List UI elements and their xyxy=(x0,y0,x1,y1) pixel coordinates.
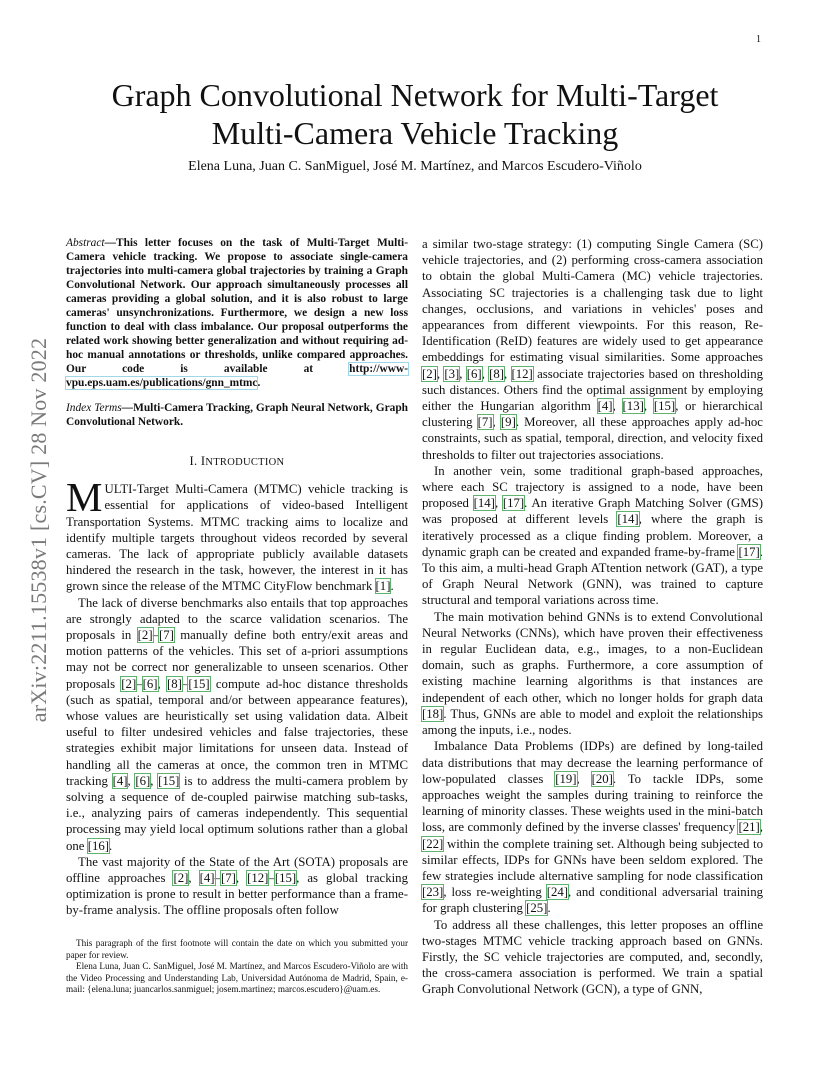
citation-link[interactable]: [24] xyxy=(546,885,569,900)
citation-link[interactable]: [17] xyxy=(502,496,525,511)
section-heading-introduction xyxy=(66,453,408,471)
section-title: NTRODUCTION xyxy=(205,457,285,468)
text: The lack of diverse benchmarks also entails that top approaches are strongly adapted to the scarce validation scenarios. The proposals in xyxy=(66,595,408,643)
citation-link[interactable]: [21] xyxy=(738,820,760,835)
text: , xyxy=(504,366,512,381)
index-terms-text: —Multi-Camera Tracking, Graph Neural Network, Graph Convolutional Network. xyxy=(66,402,408,428)
text: In another vein, some traditional graph-based approaches, where each SC trajectory is assigned to a node, have been proposed xyxy=(422,463,763,511)
citation-link[interactable]: [8] xyxy=(489,366,505,381)
citation-link[interactable]: [7] xyxy=(220,871,236,886)
footnote xyxy=(66,938,408,996)
abstract-text: —This letter focuses on the task of Multi-Target Multi-Camera vehicle tracking. We propose to associate single-camera trajectories into multi-camera global trajectories by training a Graph Convolutional Network. Our approach simultaneously processes all cameras providing a global solution, and it is also robust to large cameras' unsynchronizations. Furthermore, we design a new loss function to deal with class imbalance. Our proposal outperforms the related work showing better generalization and without requiring ad-hoc manual annotations or thresholds, unlike compared approaches. Our code is available at xyxy=(66,237,408,375)
right-paragraph-1 xyxy=(422,236,763,463)
page-number: 1 xyxy=(756,34,761,45)
text: , xyxy=(157,676,167,691)
footnote-2: Elena Luna, Juan C. SanMiguel, José M. Martínez, and Marcos Escudero-Viñolo are with the Video Processing and Understanding Lab, Universidad Autónoma de Madrid, Spain, e-mail: {elena.luna; juancarlos.sanmiguel; josem.martinez; marcos.escudero}@uam.es. xyxy=(66,961,408,995)
text: is to address the multi-camera problem by solving a sequence of de-coupled pairwise matching sub-tasks, i.e., analyzing pairs of cameras independently. This sequential processing may yield local optimum solutions rather than a global one xyxy=(66,773,408,853)
text: manually define both entry/exit areas and motion patterns of the vehicles. This set of a-priori assumptions may not be correct nor generalizable to unseen scenarios. Other proposals xyxy=(66,628,408,691)
text: within the complete training set. Although being subjected to similar effects, IDPs for GNNs have been seldom explored. The few strategies include alternative sampling for node classification xyxy=(422,836,763,883)
citation-link[interactable]: [7] xyxy=(158,628,174,643)
text: , xyxy=(188,871,200,886)
citation-link[interactable]: [15] xyxy=(188,676,210,691)
citation-link[interactable]: [2] xyxy=(422,366,437,381)
text: , or hierarchical clustering xyxy=(422,399,763,430)
text: . Thus, GNNs are able to model and exploit the relationships among the inputs, i.e., nodes. xyxy=(422,706,763,738)
text: , xyxy=(459,366,467,381)
arxiv-identifier xyxy=(22,280,56,780)
text: – xyxy=(181,676,189,691)
text: . xyxy=(390,579,394,594)
abstract-lead: Abstract xyxy=(66,237,105,249)
text: , loss re-weighting xyxy=(443,885,547,900)
text: , xyxy=(436,366,445,381)
citation-link[interactable]: [2] xyxy=(121,676,137,691)
citation-link[interactable]: [7] xyxy=(477,415,493,430)
text: . To tackle IDPs, some approaches weight the samples during training to reinforce the learning of minority classes. These weights used in the mini-batch loss, are commonly defined by the inverse classes' frequency xyxy=(422,771,763,835)
citation-link[interactable]: [19] xyxy=(555,771,577,786)
citation-link[interactable]: [6] xyxy=(135,773,151,788)
text: , and conditional adversarial training for graph clustering xyxy=(422,885,763,916)
text: , xyxy=(235,871,248,886)
text: , xyxy=(494,496,503,511)
citation-link[interactable]: [15] xyxy=(274,871,297,886)
footnote-1: This paragraph of the first footnote will contain the date on which you submitted your paper for review. xyxy=(66,938,408,960)
text: Imbalance Data Problems (IDPs) are defined by long-tailed data distributions that may decrease the learning performance of low-populated classes xyxy=(422,739,763,786)
citation-link[interactable]: [4] xyxy=(199,871,215,886)
abstract-end: . xyxy=(257,377,261,389)
text: , xyxy=(150,773,159,788)
text: , where the graph is iteratively processed as a clique finding problem. Moreover, a dynamic graph can be created and expanded frame-by-frame xyxy=(422,512,763,559)
left-column xyxy=(66,236,408,919)
title-line-1: Graph Convolutional Network for Multi-Target xyxy=(111,77,719,113)
citation-link[interactable]: [22] xyxy=(422,836,444,851)
text: The vast majority of the State of the Art (SOTA) proposals are offline approaches xyxy=(66,854,408,886)
text: – xyxy=(268,871,275,886)
author-list: Elena Luna, Juan C. SanMiguel, José M. Martínez, and Marcos Escudero-Viñolo xyxy=(188,159,642,174)
citation-link[interactable]: [25] xyxy=(526,901,548,916)
citation-link[interactable]: [14] xyxy=(617,512,639,527)
text: . An iterative Graph Matching Solver (GMS) was proposed at different levels xyxy=(422,496,763,527)
text: , xyxy=(492,415,501,430)
text: , xyxy=(612,399,623,414)
citation-link[interactable]: [4] xyxy=(597,399,613,414)
index-terms-lead: Index Terms xyxy=(66,402,122,414)
text: . xyxy=(109,838,113,853)
text: a similar two-stage strategy: (1) computing Single Camera (SC) vehicle trajectories, and (2) performing cross-camera association to obtain the global Multi-Camera (MC) vehicle trajectories. Associating SC trajectories is a challenging task due to light changes, occlusions, and variations in vehicles' poses and appearances from different viewpoints. For this reason, Re-Identification (ReID) features are widely used to get appearance embeddings for estimating visual similarities. Some approaches xyxy=(422,237,763,365)
right-paragraph-3 xyxy=(422,609,763,739)
citation-link[interactable]: [2] xyxy=(173,871,189,886)
text: compute ad-hoc distance thresholds (such as spatial, temporal and/or between appearance features), whose values are heuristically set using validation data. Albeit useful to filter undesired vehicles and false trajectories, these strategies exhibit major limitations for unseen data. Instead of handling all the cameras at once, the common tren in MTMC tracking xyxy=(66,676,408,788)
citation-link[interactable]: [8] xyxy=(166,676,182,691)
section-number: I. I xyxy=(189,454,206,468)
citation-link[interactable]: [6] xyxy=(142,676,158,691)
text: ULTI-Target Multi-Camera (MTMC) vehicle tracking is essential for applications of video-based Intelligent Transportation Systems. MTMC tracking aims to localize and identify multiple targets throughout videos recorded by several cameras. The lack of appropriate publicly available datasets hindered the research in the task, however, the interest in it has grown since the release of the MTMC CityFlow benchmark xyxy=(66,482,408,594)
text: – xyxy=(136,676,143,691)
intro-paragraph-2 xyxy=(66,595,408,854)
citation-link[interactable]: [18] xyxy=(422,706,444,721)
citation-link[interactable]: [1] xyxy=(375,579,391,594)
citation-link[interactable]: [12] xyxy=(247,871,269,886)
abstract xyxy=(66,236,408,390)
text: , xyxy=(576,771,592,786)
citation-link[interactable]: [16] xyxy=(87,838,110,853)
text: . To this aim, a multi-head Graph ATtention network (GAT), a type of Graph Neural Network (GNN), was trained to capture structural and temporal variations across time. xyxy=(422,544,763,608)
arxiv-identifier-text: arXiv:2211.15538v1 [cs.CV] 28 Nov 2022 xyxy=(26,337,51,723)
right-paragraph-5: To address all these challenges, this letter proposes an offline two-stages MTMC vehicle tracking approach based on GNNs. Firstly, the SC vehicle trajectories are computed, and, secondly, the cross-camera association is performed. We train a spatial Graph Convolutional Network (GCN), a type of GNN, xyxy=(422,917,763,997)
citation-link[interactable]: [15] xyxy=(158,773,180,788)
citation-link[interactable]: [17] xyxy=(738,544,760,559)
text: . Moreover, all these approaches apply ad-hoc constraints, such as spatial, temporal, direction, and velocity fixed thresholds to filter out trajectories associations. xyxy=(422,415,763,462)
text: The main motivation behind GNNs is to extend Convolutional Neural Networks (CNNs), which have proven their effectiveness in regular Euclidean data, e.g., images, to a non-Euclidean domain, such as graphs. Furthermore, a core assumption of existing machine learning algorithms is that instances are independent of each other, which no longer holds for graph data xyxy=(422,609,763,705)
citation-link[interactable]: [2] xyxy=(137,628,153,643)
intro-paragraph-3 xyxy=(66,854,408,919)
text: – xyxy=(152,628,159,643)
text: , as global tracking optimization is prone to result in better performance than a frame-by-frame analysis. The offline proposals often follow xyxy=(66,871,408,918)
title-line-2: Multi-Camera Vehicle Tracking xyxy=(211,115,619,151)
citation-link[interactable]: [12] xyxy=(511,366,533,381)
right-column xyxy=(422,236,763,998)
citation-link[interactable]: [9] xyxy=(500,415,516,430)
citation-link[interactable]: [6] xyxy=(466,366,482,381)
text: associate trajectories based on thresholding such distances. Others find the optimal assignment by employing either the Hungarian algorithm xyxy=(422,366,763,414)
citation-link[interactable]: [20] xyxy=(591,771,613,786)
text: , xyxy=(759,820,763,835)
text: – xyxy=(214,871,221,886)
text: . xyxy=(547,901,551,916)
citation-link[interactable]: [4] xyxy=(112,773,128,788)
paper-title xyxy=(70,76,760,152)
citation-link[interactable]: [14] xyxy=(473,496,495,511)
right-paragraph-2 xyxy=(422,463,763,609)
citation-link[interactable]: [13] xyxy=(622,399,644,414)
index-terms xyxy=(66,401,408,429)
right-paragraph-4 xyxy=(422,738,763,916)
code-link[interactable]: http://www-vpu.eps.uam.es/publications/gnn_mtmc xyxy=(66,363,408,389)
citation-link[interactable]: [15] xyxy=(653,399,676,414)
text: , xyxy=(127,773,136,788)
text: , xyxy=(643,399,654,414)
drop-cap: M xyxy=(66,474,103,521)
citation-link[interactable]: [23] xyxy=(422,885,444,900)
citation-link[interactable]: [3] xyxy=(444,366,460,381)
intro-paragraph-1 xyxy=(66,474,408,594)
text: , xyxy=(481,366,490,381)
